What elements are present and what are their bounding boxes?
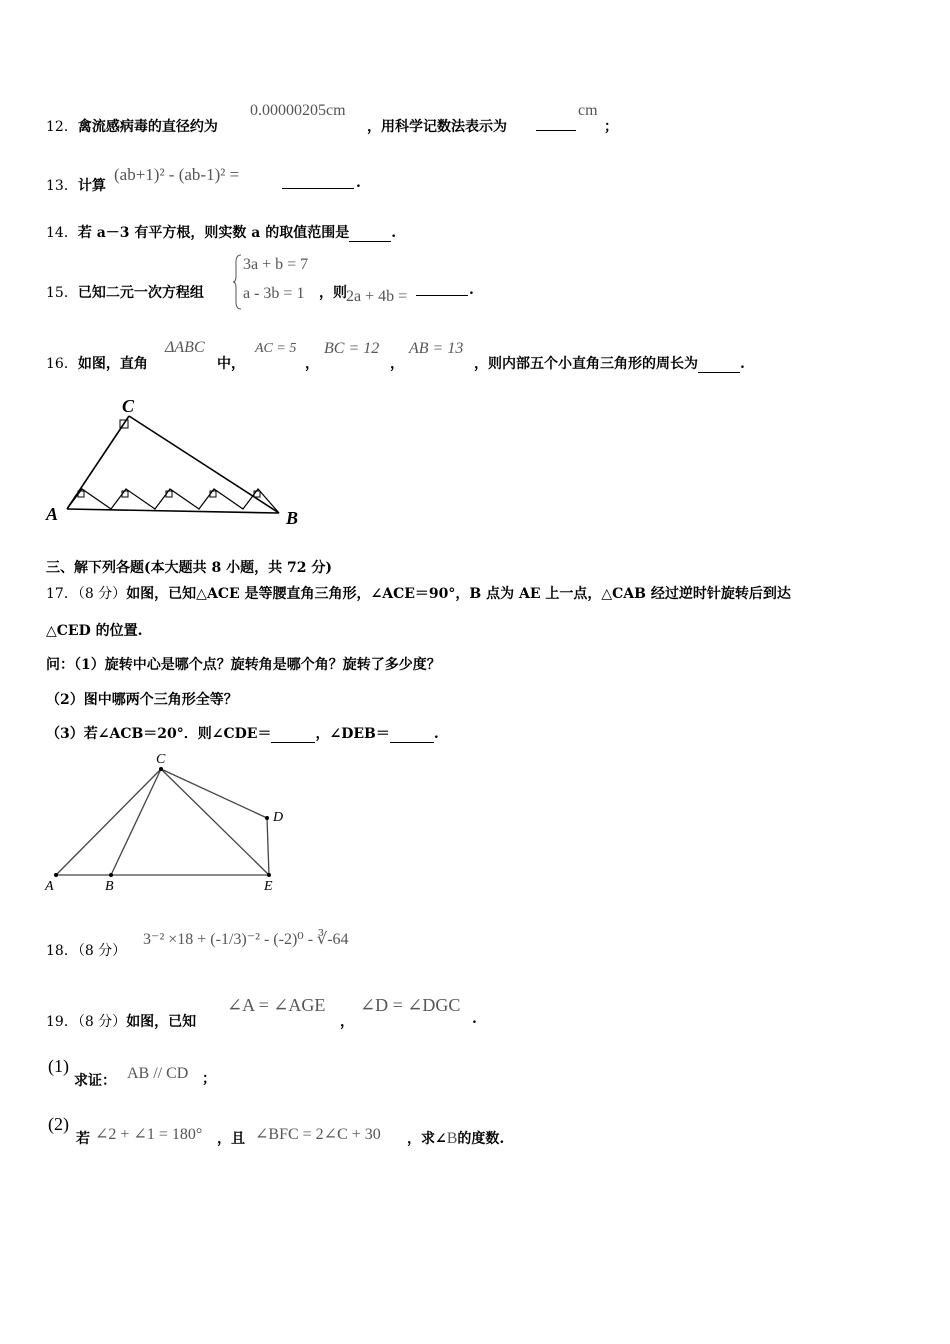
answer-blank: [698, 356, 740, 373]
expression: ∠BFC = 2∠C + 30: [255, 1126, 381, 1143]
question-text: 计算: [77, 178, 106, 194]
figure-rotation: [40, 748, 300, 894]
side-bc: [129, 416, 279, 513]
equation-1: 3a + b = 7: [243, 256, 309, 273]
segment-ac: [56, 769, 161, 875]
question-number: 15．: [46, 285, 78, 301]
question-text: 的度数.: [457, 1131, 505, 1147]
question-text: 禽流感病毒的直径约为: [77, 119, 218, 135]
label-c: C: [156, 752, 166, 767]
answer-blank: [416, 295, 468, 296]
question-15: [46, 282, 204, 302]
label-c: C: [122, 396, 135, 416]
label-d: D: [273, 810, 284, 825]
triangle-abc: ΔABC: [165, 339, 205, 356]
expression: 3⁻² ×18 + (-1/3)⁻² - (-2)⁰ - ∛-64: [143, 931, 349, 948]
question-number: 14．: [46, 225, 78, 241]
question-text: [407, 1128, 504, 1148]
label-b: B: [105, 879, 114, 894]
part-2-label: (2): [48, 1114, 69, 1134]
question-end: .: [469, 282, 474, 298]
question-17: [46, 583, 791, 603]
question-number: 19．: [46, 1014, 78, 1030]
label-a: A: [45, 879, 54, 894]
answer-blank: [536, 130, 576, 131]
comma: ，: [390, 356, 404, 372]
sub-question-2: （2）图中哪两个三角形全等？: [46, 692, 238, 708]
given-1: ∠A = ∠AGE: [227, 995, 326, 1015]
bc-value: BC = 12: [324, 340, 380, 357]
question-13: [46, 175, 106, 195]
question-number: 18．: [46, 943, 78, 959]
question-12: [46, 116, 218, 136]
expression: AB // CD: [127, 1065, 189, 1082]
question-text: 求证：: [74, 1073, 116, 1089]
question-text: 中，: [217, 356, 245, 372]
question-14: [46, 222, 396, 242]
comma: ，: [340, 1014, 354, 1030]
answer-blank: [390, 726, 434, 743]
label-a: A: [46, 504, 59, 524]
question-number: 12．: [46, 119, 78, 135]
question-text: ，用科学记数法表示为: [367, 119, 507, 135]
question-text: ，求∠: [407, 1131, 447, 1147]
side-ac: [67, 416, 129, 509]
answer-blank: [349, 225, 391, 242]
question-text: [474, 353, 745, 373]
part-1-label: (1): [48, 1056, 69, 1076]
unit-cm: cm: [578, 102, 598, 119]
brace-icon: [232, 254, 242, 310]
question-end: .: [356, 175, 361, 191]
label-e: E: [264, 879, 273, 894]
question-number: 13．: [46, 178, 78, 194]
question-text: （3）若∠ACB＝20°．则∠CDE＝: [46, 726, 272, 742]
question-16: [46, 353, 148, 373]
score: （8 分）: [77, 943, 127, 959]
question-text: ，且: [217, 1131, 245, 1147]
answer-blank: [282, 188, 354, 189]
question-text: 如图，已知: [126, 1014, 197, 1030]
comma: ，: [305, 356, 319, 372]
question-end: .: [391, 225, 397, 241]
question-end: .: [472, 1011, 477, 1027]
figure-triangle-abc: [40, 392, 310, 532]
question-text: ，∠DEB＝: [315, 726, 390, 742]
answer-blank: [271, 726, 315, 743]
segment-ce: [161, 769, 269, 875]
section-3-title: 三、解下列各题(本大题共 8 小题，共 72 分): [46, 560, 332, 576]
question-text: 若 a－3 有平方根，则实数 a 的取值范围是: [77, 225, 350, 241]
side-ab: [67, 509, 279, 513]
question-text: ，则: [319, 285, 347, 301]
segment-de: [267, 818, 269, 875]
question-end: ；: [202, 1071, 216, 1087]
question-end: ；: [604, 119, 618, 135]
angle-b: B: [446, 1130, 458, 1147]
sub-question-3: [46, 723, 439, 743]
score: （8 分）: [77, 586, 127, 602]
question-text: ，则内部五个小直角三角形的周长为: [474, 356, 698, 372]
ac-value: AC = 5: [255, 341, 297, 356]
segment-cd: [161, 769, 267, 818]
question-end: .: [740, 356, 745, 372]
question-number: 17．: [46, 586, 78, 602]
diameter-value: 0.00000205cm: [250, 102, 346, 119]
question-text: 如图，已知△ACE 是等腰直角三角形，∠ACE＝90°，B 点为 AE 上一点，△CAB 经过逆时针旋转后到达: [126, 586, 791, 602]
question-text: △CED 的位置.: [46, 623, 143, 639]
expression: 2a + 4b =: [346, 288, 408, 305]
equation-2: a - 3b = 1: [243, 285, 305, 302]
question-18: [46, 940, 126, 960]
expression: ∠2 + ∠1 = 180°: [95, 1126, 203, 1143]
sub-question-1: 问：（1）旋转中心是哪个点？旋转角是哪个角？旋转了多少度？: [46, 657, 441, 673]
ab-value: AB = 13: [409, 340, 464, 357]
score: （8 分）: [77, 1014, 127, 1030]
expression: (ab+1)² - (ab-1)² =: [114, 165, 240, 184]
question-number: 16．: [46, 356, 78, 372]
segment-bc: [111, 769, 161, 875]
question-end: .: [433, 726, 439, 742]
given-2: ∠D = ∠DGC: [360, 995, 461, 1015]
question-text: 若: [76, 1131, 90, 1147]
question-19: [46, 1011, 196, 1031]
question-text: 已知二元一次方程组: [77, 285, 204, 301]
label-b: B: [286, 508, 299, 528]
question-text: 如图，直角: [77, 356, 148, 372]
